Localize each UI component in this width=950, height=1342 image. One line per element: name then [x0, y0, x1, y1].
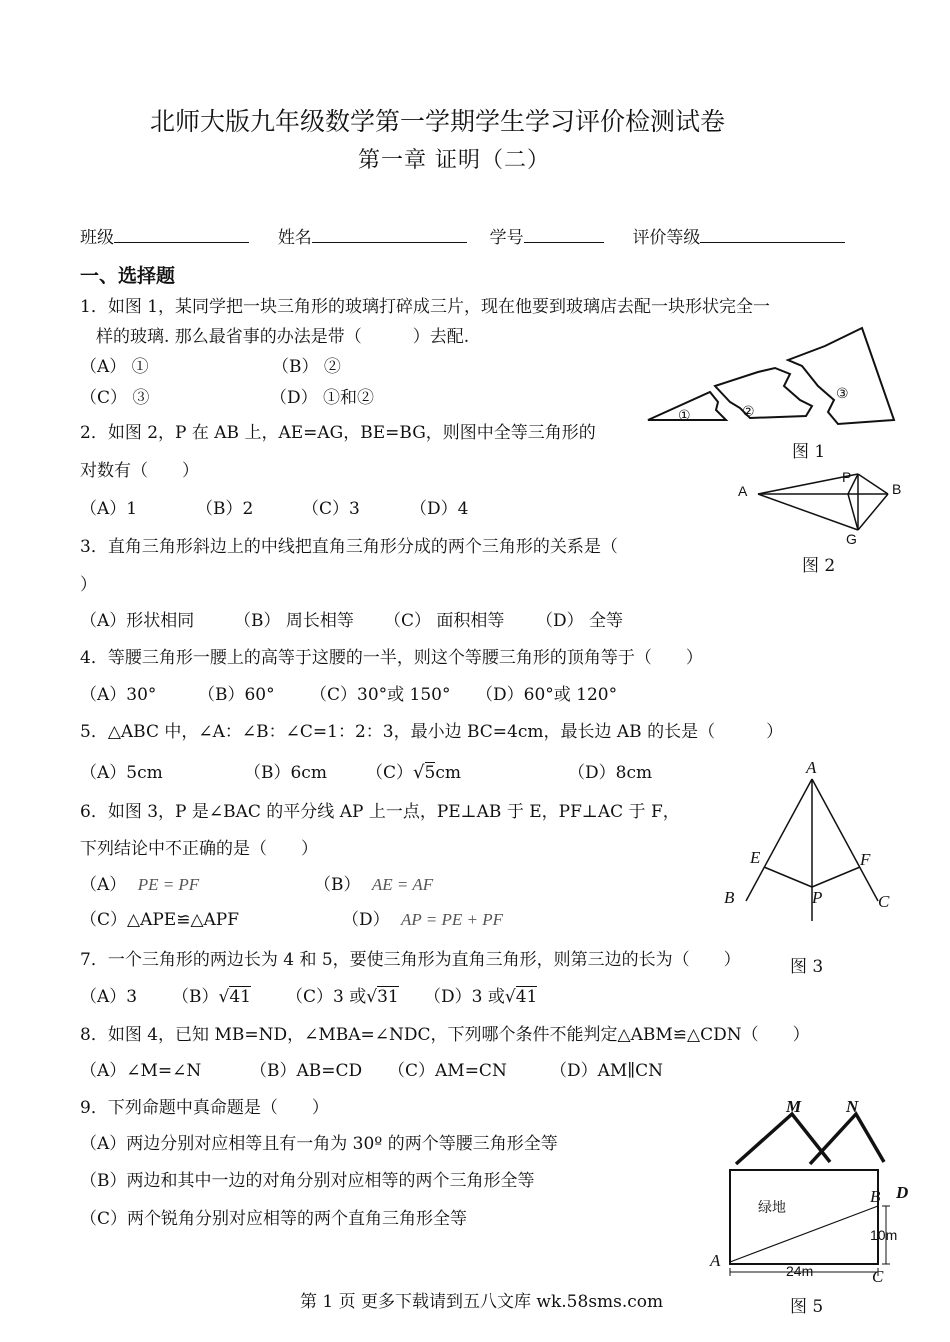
q7-option-c[interactable] [286, 987, 399, 1007]
piece-3-label: ③ [836, 385, 849, 401]
q7-option-d-label: （D）3 或 [424, 987, 505, 1007]
radical-sign: √ [504, 987, 516, 1007]
q7-option-b[interactable] [172, 987, 251, 1007]
q2-stem-line2: 对数有（ ） [80, 461, 199, 481]
fig3-label-p: P [812, 888, 823, 907]
q9-option-b[interactable]: （B）两边和其中一边的对角分别对应相等的两个三角形全等 [80, 1171, 535, 1191]
q1-option-c[interactable]: （C） ③ [80, 388, 150, 408]
radical-sign: √ [366, 987, 378, 1007]
q2-option-a[interactable]: （A）1 [80, 499, 138, 519]
q6-option-d-expr: AP = PE + PF [401, 910, 503, 929]
q5-option-c-label: （C） [366, 763, 414, 783]
piece-1-label: ① [678, 407, 691, 423]
number-label: 学号 [489, 228, 524, 248]
figure-3 [720, 755, 900, 925]
q8-option-d[interactable]: （D）AM∥CN [550, 1061, 664, 1081]
q1-stem-line2: 样的玻璃. 那么最省事的办法是带（ ）去配. [96, 327, 470, 347]
q6-option-a-expr: PE = PF [137, 875, 200, 894]
fig5-label-b: B [870, 1187, 881, 1206]
q6-option-b[interactable] [314, 875, 433, 895]
fig5-label-a: A [710, 1251, 721, 1270]
q7-option-a[interactable]: （A）3 [80, 987, 138, 1007]
q4-option-c[interactable]: （C）30°或 150° [310, 685, 451, 705]
q4-option-b[interactable]: （B）60° [198, 685, 275, 705]
q8-option-c[interactable]: （C）AM=CN [388, 1061, 507, 1081]
chapter-subtitle: 第一章 证明（二） [358, 148, 550, 173]
fig5-length-ac: 24m [786, 1263, 814, 1279]
q7-option-c-label: （C）3 或 [286, 987, 367, 1007]
q2-option-b[interactable]: （B）2 [196, 499, 254, 519]
q3-option-b[interactable]: （B） 周长相等 [234, 611, 354, 631]
q5-option-a[interactable]: （A）5cm [80, 763, 163, 783]
name-label: 姓名 [277, 228, 312, 248]
q6-option-b-label: （B） [314, 875, 361, 895]
q6-option-a[interactable] [80, 875, 199, 895]
class-blank[interactable] [114, 228, 249, 243]
grade-blank[interactable] [700, 228, 845, 243]
radical-sign: √ [218, 987, 230, 1007]
q8-option-a[interactable]: （A）∠M=∠N [80, 1061, 202, 1081]
figure-3-caption: 图 3 [790, 957, 824, 977]
fig2-label-p: P [842, 469, 852, 485]
fig3-label-c: C [878, 892, 890, 911]
q6-option-c[interactable]: （C）△APE≌△APF [80, 910, 240, 930]
q3-stem-line2: ） [80, 575, 97, 595]
q5-radicand: 5 [424, 763, 436, 783]
figure-4 [730, 1097, 910, 1202]
q4-stem: 4．等腰三角形一腰上的高等于这腰的一半，则这个等腰三角形的顶角等于（ ） [80, 648, 703, 668]
glass-piece-3 [788, 328, 894, 424]
q7-stem: 7．一个三角形的两边长为 4 和 5，要使三角形为直角三角形，则第三边的长为（ ） [80, 950, 741, 970]
figure-5-caption: 图 5 [790, 1297, 824, 1317]
q7-option-b-label: （B） [172, 987, 219, 1007]
fig3-label-f: F [860, 850, 871, 869]
page-title: 北师大版九年级数学第一学期学生学习评价检测试卷 [150, 107, 726, 136]
fig5-length-bc: 10m [870, 1227, 898, 1243]
page-footer: 第 1 页 更多下载请到五八文库 wk.58sms.com [300, 1292, 664, 1312]
q5-option-b[interactable]: （B）6cm [244, 763, 327, 783]
fig3-label-a: A [806, 758, 817, 777]
q5-stem: 5．△ABC 中，∠A：∠B：∠C=1：2：3，最小边 BC=4cm，最长边 AB 的长是（ ） [80, 722, 784, 742]
q3-option-c[interactable]: （C） 面积相等 [384, 611, 505, 631]
q9-option-a[interactable]: （A）两边分别对应相等且有一角为 30º 的两个等腰三角形全等 [80, 1134, 558, 1154]
q9-stem: 9．下列命题中真命题是（ ） [80, 1098, 329, 1118]
q8-stem: 8．如图 4，已知 MB=ND，∠MBA=∠NDC，下列哪个条件不能判定△ABM≌△CDN（ ） [80, 1025, 810, 1045]
fig3-label-e: E [750, 848, 761, 867]
fig2-label-a: A [738, 483, 748, 499]
fig2-label-g: G [846, 531, 857, 547]
grade-label: 评价等级 [632, 228, 701, 248]
q7-option-d[interactable] [424, 987, 537, 1007]
figure-2-caption: 图 2 [802, 556, 836, 576]
fig3-label-b: B [724, 888, 735, 907]
q5-option-c[interactable] [366, 763, 461, 783]
fig4-label-m: M [786, 1097, 802, 1116]
q6-option-d[interactable] [342, 910, 503, 930]
q6-stem-line1: 6．如图 3，P 是∠BAC 的平分线 AP 上一点，PE⊥AB 于 E，PF⊥AC 于 F， [80, 802, 680, 822]
q2-option-c[interactable]: （C）3 [302, 499, 360, 519]
q2-stem-line1: 2．如图 2，P 在 AB 上，AE=AG，BE=BG，则图中全等三角形的 [80, 423, 596, 443]
q5-option-d[interactable]: （D）8cm [568, 763, 653, 783]
fig5-label-c: C [872, 1267, 884, 1286]
figure-5 [706, 1168, 896, 1288]
info-row [80, 228, 845, 248]
fig4-label-d: D [896, 1183, 909, 1202]
number-blank[interactable] [524, 228, 604, 243]
figure-2 [730, 462, 910, 552]
q1-option-b[interactable]: （B） ② [272, 357, 341, 377]
q6-stem-line2: 下列结论中不正确的是（ ） [80, 839, 318, 859]
fig2-label-b: B [892, 481, 902, 497]
q3-stem-line1: 3．直角三角形斜边上的中线把直角三角形分成的两个三角形的关系是（ [80, 537, 618, 557]
q7-d-radicand: 41 [515, 987, 538, 1007]
q1-option-d[interactable]: （D） ①和② [270, 388, 375, 408]
name-blank[interactable] [312, 228, 467, 243]
figure-1 [640, 320, 900, 430]
q6-option-a-label: （A） [80, 875, 127, 895]
piece-2-label: ② [742, 403, 755, 419]
q9-option-c[interactable]: （C）两个锐角分别对应相等的两个直角三角形全等 [80, 1209, 468, 1229]
fig4-label-n: N [846, 1097, 859, 1116]
radical-sign: √ [413, 762, 425, 783]
q7-b-radicand: 41 [229, 987, 251, 1007]
q6-option-b-expr: AE = AF [371, 875, 434, 894]
q3-option-a[interactable]: （A）形状相同 [80, 611, 195, 631]
section-heading: 一、选择题 [80, 265, 176, 287]
q6-option-d-label: （D） [342, 910, 390, 930]
q7-c-radicand: 31 [377, 987, 399, 1007]
q3-option-d[interactable]: （D） 全等 [536, 611, 624, 631]
q8-option-b[interactable]: （B）AB=CD [250, 1061, 363, 1081]
q2-option-d[interactable]: （D）4 [410, 499, 469, 519]
glass-piece-2 [715, 368, 812, 418]
fig5-lawn-label: 绿地 [758, 1199, 786, 1215]
q1-option-a[interactable]: （A） ① [80, 357, 149, 377]
q4-option-a[interactable]: （A）30° [80, 685, 157, 705]
q4-option-d[interactable]: （D）60°或 120° [476, 685, 618, 705]
figure-1-caption: 图 1 [792, 442, 826, 462]
q1-stem-line1: 1．如图 1，某同学把一块三角形的玻璃打碎成三片，现在他要到玻璃店去配一块形状完全一 [80, 297, 771, 317]
class-label: 班级 [80, 228, 114, 248]
q5-unit: cm [435, 763, 461, 783]
